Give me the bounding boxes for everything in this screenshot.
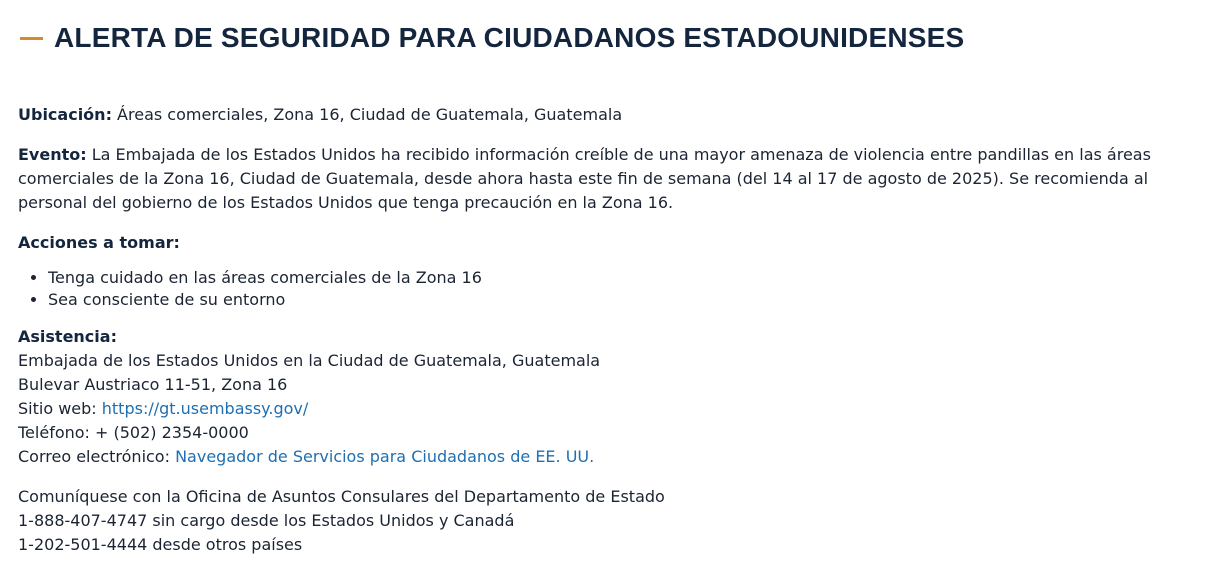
list-item: • Sea consciente de su entorno bbox=[48, 289, 1208, 311]
alert-body bbox=[18, 103, 1208, 557]
embassy-name: Embajada de los Estados Unidos en la Ciudad de Guatemala, Guatemala bbox=[18, 351, 601, 370]
email-line bbox=[18, 445, 1208, 469]
event-paragraph bbox=[18, 143, 1208, 215]
event-label: Evento: bbox=[18, 145, 87, 164]
contact-block bbox=[18, 485, 1208, 557]
contact-line-us-canada: 1-888-407-4747 sin cargo desde los Estados Unidos y Canadá bbox=[18, 511, 515, 530]
website-link[interactable]: https://gt.usembassy.gov/ bbox=[101, 399, 309, 418]
assistance-block bbox=[18, 325, 1208, 469]
alert-header bbox=[20, 20, 964, 56]
actions-list bbox=[18, 267, 1208, 311]
phone-line: Teléfono: + (502) 2354-0000 bbox=[18, 423, 249, 442]
page-title: ALERTA DE SEGURIDAD PARA CIUDADANOS ESTADOUNIDENSES bbox=[54, 22, 965, 53]
actions-heading bbox=[18, 231, 1208, 255]
event-value: La Embajada de los Estados Unidos ha recibido información creíble de una mayor amenaza de violencia entre pandillas en las áreas comerciales de la Zona 16, Ciudad de Guatemala, desde ahora hasta este fin de semana (del 14 al 17 de agosto de 2025). Se recomienda al personal del gobierno de los Estados Unidos que tenga precaución en la Zona 16. bbox=[18, 145, 1151, 212]
email-link[interactable]: Navegador de Servicios para Ciudadanos de EE. UU. bbox=[175, 447, 595, 466]
list-item: • Tenga cuidado en las áreas comerciales de la Zona 16 bbox=[48, 267, 1208, 289]
assistance-label: Asistencia: bbox=[18, 327, 117, 346]
location-value: Áreas comerciales, Zona 16, Ciudad de Guatemala, Guatemala bbox=[111, 105, 623, 124]
embassy-address: Bulevar Austriaco 11-51, Zona 16 bbox=[18, 375, 288, 394]
location-label: Ubicación: bbox=[18, 105, 112, 124]
contact-line-office: Comuníquese con la Oficina de Asuntos Consulares del Departamento de Estado bbox=[18, 487, 665, 506]
website-label: Sitio web: bbox=[18, 399, 102, 418]
email-label: Correo electrónico: bbox=[18, 447, 176, 466]
actions-label: Acciones a tomar: bbox=[18, 233, 180, 252]
accent-dash bbox=[20, 37, 43, 40]
contact-line-other: 1-202-501-4444 desde otros países bbox=[18, 535, 303, 554]
location-paragraph bbox=[18, 103, 1208, 127]
website-line bbox=[18, 397, 1208, 421]
